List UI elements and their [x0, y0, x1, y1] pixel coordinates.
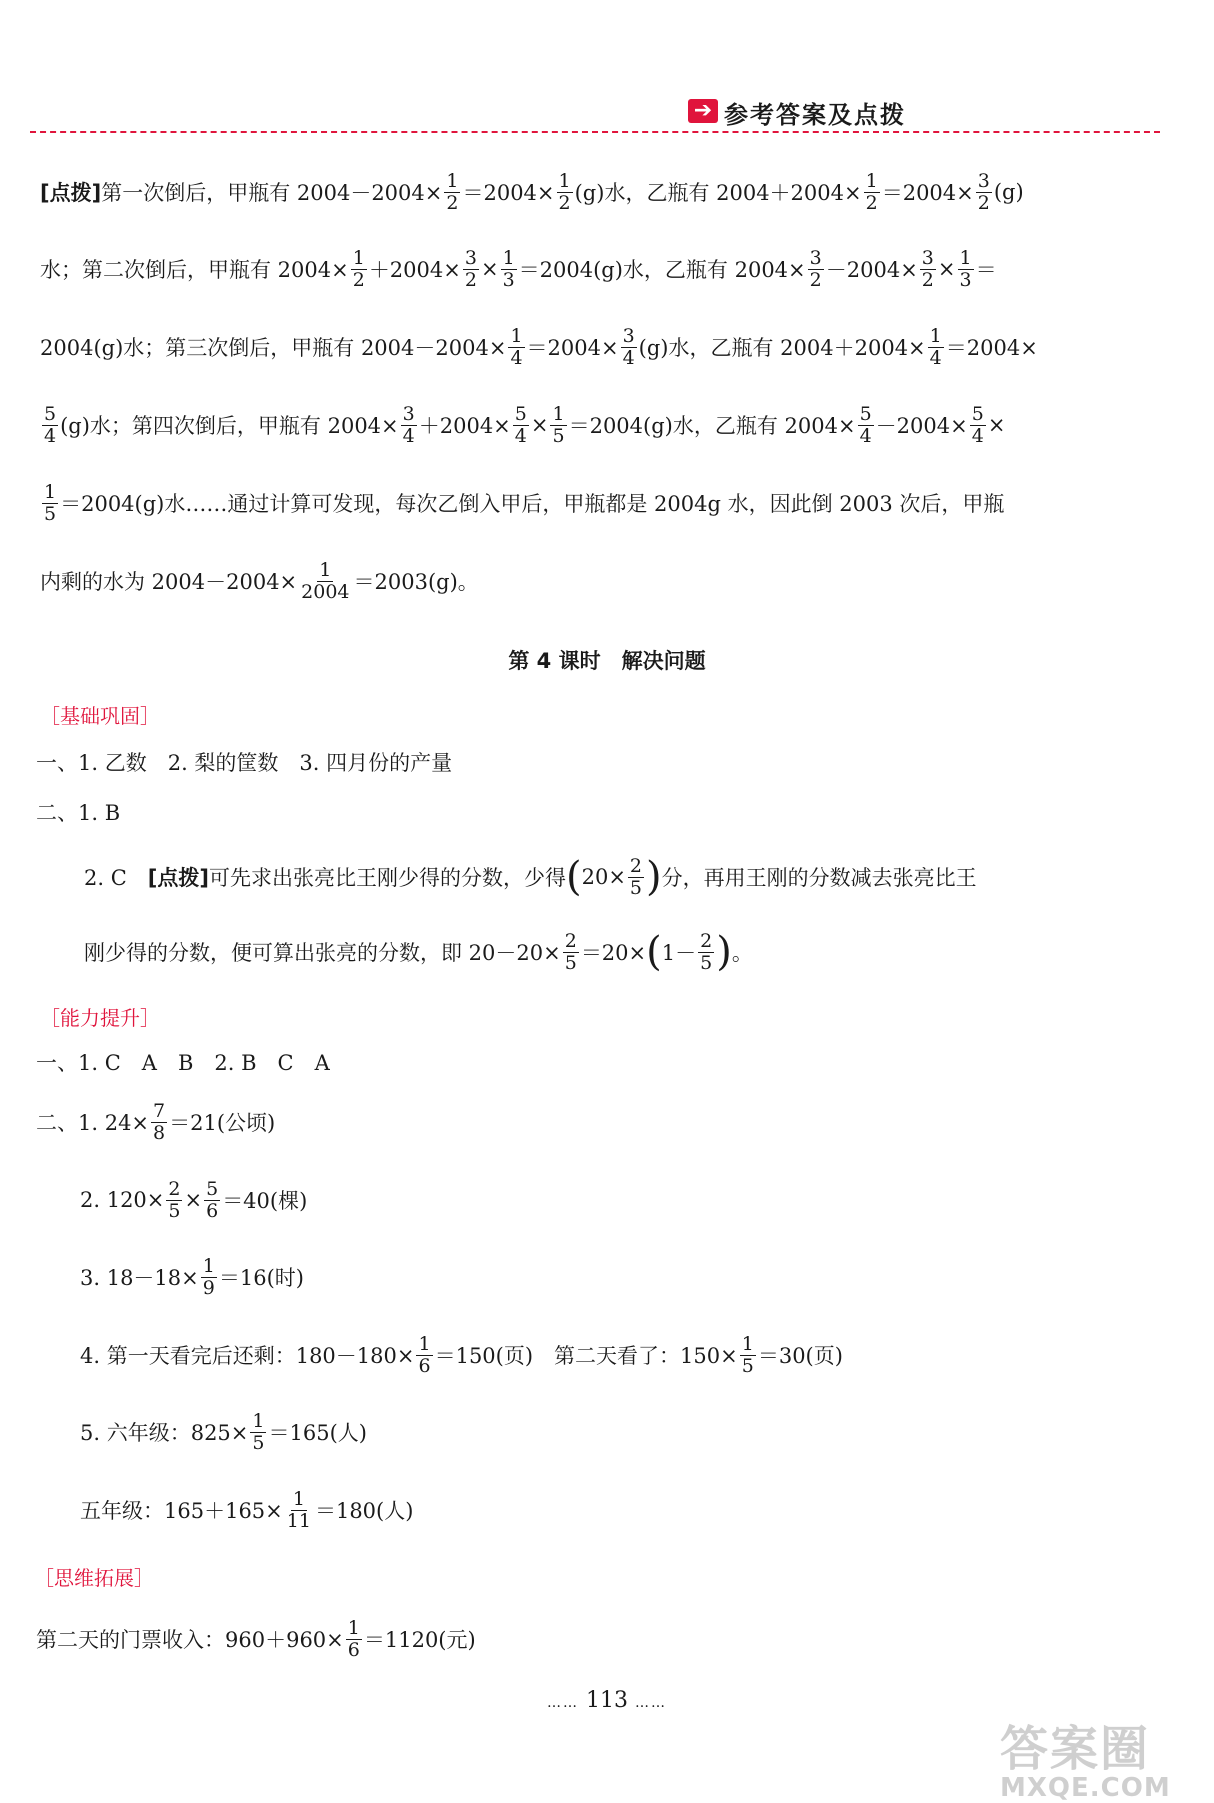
fraction: $\frac{1}{2}$: [446, 169, 459, 214]
hint-line-4: $\frac{5}{4}$ (g)水；第四次倒后，甲瓶有 2004× $\frac{3}{4}$ ＋2004× $\frac{5}{4}$ × $\frac{1}{5}$ ＝2004(g)水，乙瓶有 2004× $\frac{5}{4}$ －2004× $\frac{5}{4}$ ×: [44, 402, 1006, 447]
section-title: 第 4 课时 解决问题: [508, 649, 706, 673]
fraction: $\frac{1}{4}$: [929, 324, 942, 369]
fraction: $\frac{5}{4}$: [514, 402, 527, 447]
fraction: $\frac{5}{4}$: [44, 402, 57, 447]
ability-q1: 一、1. C A B 2. B C A: [36, 1051, 330, 1075]
fraction: $\frac{1}{2}$: [558, 169, 571, 214]
fraction: $\frac{3}{2}$: [809, 246, 822, 291]
extend-tag: ［思维拓展］: [34, 1566, 154, 1590]
ability-q6: 5. 六年级：825× $\frac{1}{5}$ ＝165(人): [80, 1409, 367, 1454]
fraction: $\frac{3}{2}$: [921, 246, 934, 291]
fraction: $\frac{1}{5}$: [252, 1409, 265, 1454]
header-divider: [30, 131, 1160, 133]
fraction: $\frac{1}{5}$: [741, 1332, 754, 1377]
hint-line-5: $\frac{1}{5}$ ＝2004(g)水……通过计算可发现，每次乙倒入甲后，甲瓶都是 2004g 水，因此倒 2003 次后，甲瓶: [44, 480, 1005, 525]
fraction: $\frac{1}{5}$: [44, 480, 57, 525]
arrow-icon: ➔: [688, 99, 718, 123]
basic-q2: 二、1. B: [36, 801, 121, 825]
fraction: $\frac{3}{4}$: [402, 402, 415, 447]
fraction: $\frac{1}{11}$: [286, 1487, 311, 1532]
fraction: $\frac{5}{6}$: [206, 1177, 219, 1222]
header-title: 参考答案及点拨: [724, 101, 906, 129]
ability-q2: 二、1. 24× $\frac{7}{8}$ ＝21(公顷): [36, 1099, 276, 1144]
fraction: $\frac{1}{2}$: [865, 169, 878, 214]
fraction: $\frac{1}{2004}$: [301, 558, 350, 603]
extend-q1: 第二天的门票收入：960＋960× $\frac{1}{6}$ ＝1120(元): [36, 1616, 476, 1661]
fraction: $\frac{2}{5}$: [168, 1177, 181, 1222]
page-footer: …… 113 ……: [547, 1688, 667, 1713]
fraction: $\frac{2}{5}$: [700, 929, 713, 974]
basic-q3: 2. C [点拨] 可先求出张亮比王刚少得的分数，少得 ( 20× $\frac{2}{5}$ ) 分，再用王刚的分数减去张亮比王: [84, 854, 977, 900]
hint-line-3: 2004(g)水；第三次倒后，甲瓶有 2004－2004× $\frac{1}{4}$ ＝2004× $\frac{3}{4}$ (g)水，乙瓶有 2004＋2004× $\frac{1}{4}$ ＝2004×: [40, 324, 1038, 369]
fraction: $\frac{1}{6}$: [418, 1332, 431, 1377]
fraction: $\frac{5}{4}$: [971, 402, 984, 447]
fraction: $\frac{1}{6}$: [347, 1616, 360, 1661]
basic-q4: 刚少得的分数，便可算出张亮的分数，即 20－20× $\frac{2}{5}$ ＝20× ( 1－ $\frac{2}{5}$ ) 。: [84, 929, 753, 975]
fraction: $\frac{2}{5}$: [629, 854, 643, 899]
fraction: $\frac{3}{2}$: [977, 169, 990, 214]
fraction: $\frac{3}{2}$: [464, 246, 477, 291]
hint-line-6: 内剩的水为 2004－2004× $\frac{1}{2004}$ ＝2003(g)。: [40, 558, 479, 603]
basic-tag: ［基础巩固］: [40, 704, 160, 728]
fraction: $\frac{1}{4}$: [510, 324, 523, 369]
fraction: $\frac{1}{3}$: [959, 246, 972, 291]
fraction: $\frac{1}{3}$: [502, 246, 515, 291]
ability-q3: 2. 120× $\frac{2}{5}$ × $\frac{5}{6}$ ＝40(棵): [80, 1177, 308, 1222]
fraction: $\frac{1}{9}$: [202, 1254, 215, 1299]
hint-line-1: [点拨] 第一次倒后，甲瓶有 2004－2004× $\frac{1}{2}$ ＝2004× $\frac{1}{2}$ (g)水，乙瓶有 2004＋2004× $\frac{1}{2}$ ＝2004× $\frac{3}{2}$ (g): [40, 169, 1024, 214]
ability-q7: 五年级：165＋165× $\frac{1}{11}$ ＝180(人): [80, 1487, 414, 1532]
watermark-logo: 答案圈 MXQE.COM: [1000, 1721, 1171, 1803]
page-header: [0, 95, 1214, 135]
fraction: $\frac{1}{5}$: [552, 402, 565, 447]
ability-q5: 4. 第一天看完后还剩：180－180× $\frac{1}{6}$ ＝150(页) 第二天看了：150× $\frac{1}{5}$ ＝30(页): [80, 1332, 843, 1377]
basic-q1: 一、1. 乙数 2. 梨的筐数 3. 四月份的产量: [36, 751, 453, 775]
fraction: $\frac{7}{8}$: [153, 1099, 166, 1144]
fraction: $\frac{1}{2}$: [352, 246, 365, 291]
hint-tag: [点拨]: [40, 181, 102, 205]
hint-line-2: 水；第二次倒后，甲瓶有 2004× $\frac{1}{2}$ ＋2004× $\frac{3}{2}$ × $\frac{1}{3}$ ＝2004(g)水，乙瓶有 2004× $\frac{3}{2}$ －2004× $\frac{3}{2}$ × $\frac{1}{3}$ ＝: [40, 246, 997, 291]
fraction: $\frac{5}{4}$: [859, 402, 872, 447]
ability-q4: 3. 18－18× $\frac{1}{9}$ ＝16(时): [80, 1254, 304, 1299]
fraction: $\frac{2}{5}$: [564, 929, 577, 974]
hint-tag: [点拨]: [147, 866, 209, 890]
page-number: 113: [586, 1688, 628, 1713]
ability-tag: ［能力提升］: [40, 1006, 160, 1030]
fraction: $\frac{3}{4}$: [622, 324, 635, 369]
